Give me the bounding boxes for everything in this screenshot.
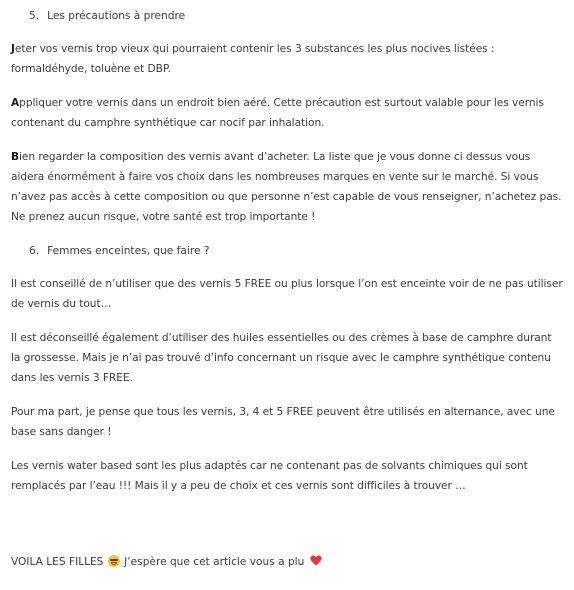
paragraph-text: eter vos vernis trop vieux qui pourraient contenir les 3 substances les plus nocives listées : formaldéhyde, toluène et DBP. xyxy=(11,43,495,75)
section-title: Les précautions à prendre xyxy=(47,10,186,22)
red-heart-icon xyxy=(310,555,322,566)
grinning-face-icon xyxy=(108,555,120,567)
section-number: 5. xyxy=(29,10,40,22)
lead-letter: A xyxy=(11,97,20,109)
lead-letter: J xyxy=(11,43,15,55)
lead-letter: B xyxy=(11,151,20,163)
paragraph xyxy=(11,39,563,79)
paragraph: Pour ma part, je pense que tous les vernis, 3, 4 et 5 FREE peuvent être utilisés en alternance, avec une base sans danger ! xyxy=(11,406,555,438)
section-heading-precautions xyxy=(11,6,563,26)
section-heading-pregnant xyxy=(11,241,563,261)
section-title: Femmes enceintes, que faire ? xyxy=(47,245,210,257)
paragraph: Il est déconseillé également d’utiliser des huiles essentielles ou des crèmes à base de camphre durant la grossesse. Mais je n’ai pas trouvé d’info concernant un risque avec le camphre synthétique contenu dans les vernis 3 FREE. xyxy=(11,332,552,384)
paragraph-text: ien regarder la composition des vernis avant d’acheter. La liste que je vous donne ci dessus vous aidera énormément à faire vos choix dans les nombreuses marques en vente sur le marché. Si vous n’avez pas accès à cette composition ou que personne n’est capable de vous renseigner, n’achetez pas. Ne prenez aucun risque, votre santé est trop importante ! xyxy=(11,151,562,223)
closing-text-2: J’espère que cet article vous a plu xyxy=(124,556,305,568)
paragraph-text: ppliquer votre vernis dans un endroit bien aéré. Cette précaution est surtout valable pour les vernis contenant du camphre synthétique car nocif par inhalation. xyxy=(11,97,544,129)
paragraph xyxy=(11,147,563,227)
article-body xyxy=(11,6,563,572)
paragraph xyxy=(11,93,563,133)
paragraph: Les vernis water based sont les plus adaptés car ne contenant pas de solvants chimiques qui sont remplacés par l’eau !!! Mais il y a peu de choix et ces vernis sont difficiles à trouver … xyxy=(11,460,528,492)
closing-line xyxy=(11,552,563,572)
closing-text-1: VOILA LES FILLES xyxy=(11,556,104,568)
section-number: 6. xyxy=(29,245,40,257)
spacer xyxy=(11,510,563,552)
paragraph: Il est conseillé de n’utiliser que des vernis 5 FREE ou plus lorsque l’on est enceinte voir de ne pas utiliser de vernis du tout… xyxy=(11,278,563,310)
